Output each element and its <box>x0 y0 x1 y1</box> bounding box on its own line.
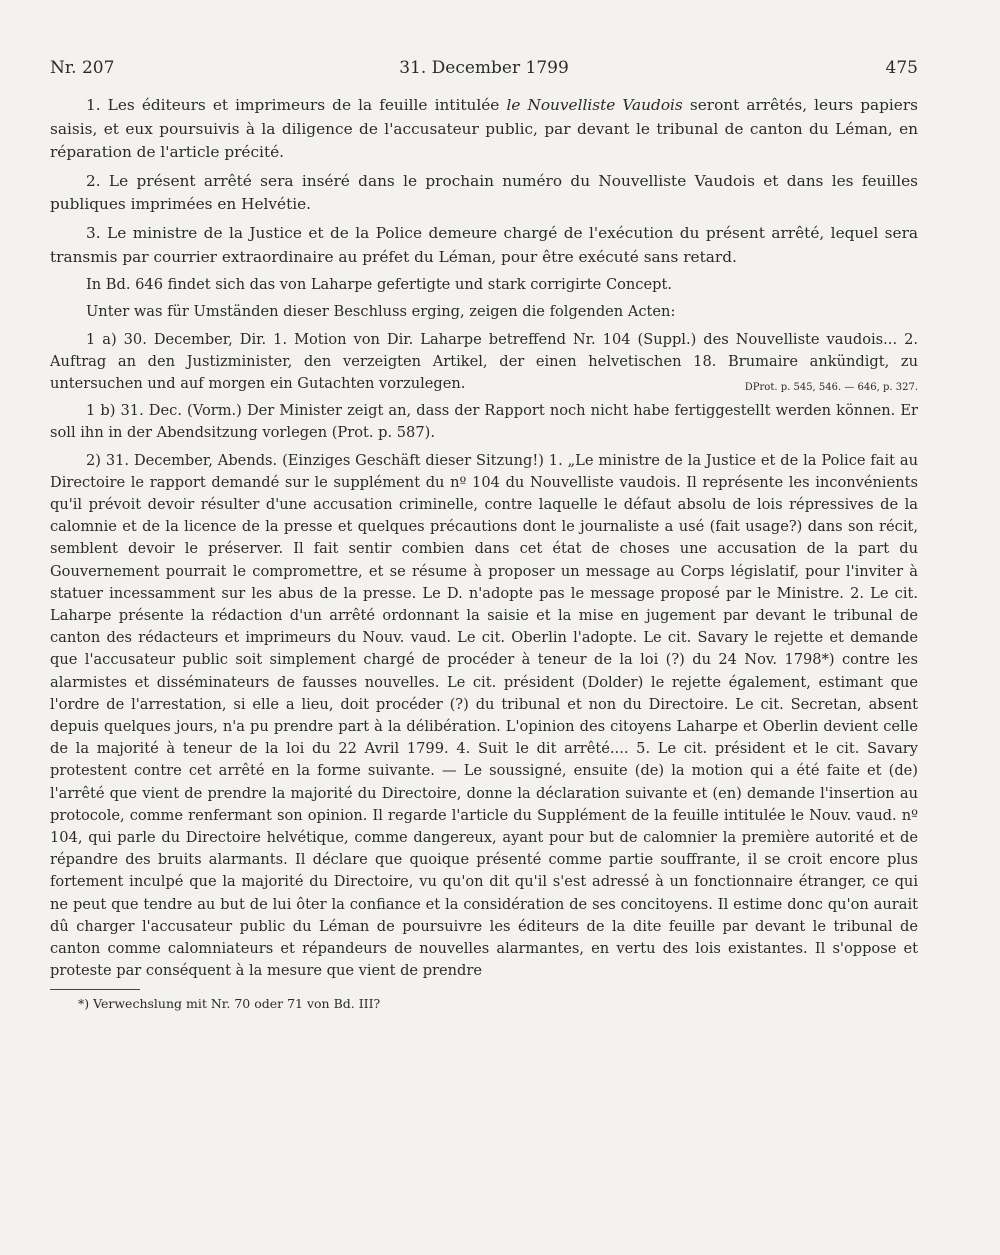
article-3: 3. Le ministre de la Justice et de la Police demeure chargé de l'exécution du présent arrêté, lequel sera transmis par courrier extraordinaire au préfet du Léman, pour être exécuté sans retard. <box>50 223 918 266</box>
entry-2: 2) 31. December, Abends. (Einziges Geschäft dieser Sitzung!) 1. „Le ministre de la Justice et de la Police fait au Directoire le rapport demandé sur le supplément du nº 104 du Nouvelliste vaudois. Il représente les inconvénients qu'il prévoit devoir résulter d'une accusation criminelle, contre laquelle le défaut absolu de lois répressives de la calomnie et de la licence de la presse et quelques précautions dont le journaliste a usé (fait usage?) dans son récit, semblent devoir le préserver. Il fait sentir combien dans cet état de choses une accusation de la part du Gouvernement pourrait le compromettre, et se résume à proposer un message au Corps législatif, pour l'inviter à statuer incessamment sur les abus de la presse. Le D. n'adopte pas le message proposé par le Ministre. 2. Le cit. Laharpe présente la rédaction d'un arrêté ordonnant la saisie et la mise en jugement par devant le tribunal de canton des rédacteurs et imprimeurs du Nouv. vaud. Le cit. Oberlin l'adopte. Le cit. Savary le rejette et demande que l'accusateur public soit simplement chargé de procéder à teneur de la loi (?) du 24 Nov. 1798*) contre les alarmistes et disséminateurs de fausses nouvelles. Le cit. président (Dolder) le rejette également, estimant que l'ordre de l'arrestation, si elle a lieu, doit procéder (?) du tribunal et non du Directoire. Le cit. Secretan, absent depuis quelques jours, n'a pu prendre part à la délibération. L'opinion des citoyens Laharpe et Oberlin devient celle de la majorité à teneur de la loi du 22 Avril 1799. 4. Suit le dit arrêté.... 5. Le cit. président et le cit. Savary protestent contre cet arrêté en la forme suivante. — Le soussigné, ensuite (de) la motion qui a été faite et (de) l'arrêté que vient de prendre la majorité du Directoire, donne la déclaration suivante et (en) demande l'insertion au protocole, comme renfermant son opinion. Il regarde l'article du Supplément de la feuille intitulée le Nouv. vaud. nº 104, qui parle du Directoire helvétique, comme dangereux, ayant pour but de calomnier la première autorité et de répandre des bruits alarmants. Il déclare que quoique présenté comme partie souffrante, il se croit encore plus fortement inculpé que la majorité du Directoire, vu qu'on dit qu'il s'est adressé à un fonctionnaire étranger, ce qui ne peut que tendre au but de lui ôter la confiance et la considération de ses concitoyens. Il estime donc qu'on aurait dû charger l'accusateur public du Léman de poursuivre les éditeurs de la dite feuille par devant le tribunal de canton comme calomniateurs et répandeurs de nouvelles alarmantes, en vertu des lois existantes. Il s'oppose et proteste par conséquent à la mesure que vient de prendre <box>50 451 918 980</box>
article-1: 1. Les éditeurs et imprimeurs de la feuille intitulée le Nouvelliste Vaudois seront arrêtés, leurs papiers saisis, et eux poursuivis à la diligence de l'accusateur public, par devant le tribunal de canton du Léman, en réparation de l'article précité. <box>50 96 919 162</box>
acts-intro: Unter was für Umständen dieser Beschluss erging, zeigen die folgenden Acten: <box>86 303 676 321</box>
newspaper-title: le Nouvelliste Vaudois <box>506 96 683 114</box>
decree-articles <box>50 94 918 269</box>
page-content <box>50 58 918 1011</box>
article-2: 2. Le présent arrêté sera inséré dans le prochain numéro du Nouvelliste Vaudois et dans les feuilles publiques imprimées en Helvétie. <box>50 171 918 214</box>
header-date: 31. December 1799 <box>399 58 569 78</box>
footnote: *) Verwechslung mit Nr. 70 oder 71 von Bd. III? <box>78 996 381 1012</box>
footnote-divider <box>50 989 140 990</box>
running-header <box>50 58 918 78</box>
page-number: 475 <box>885 58 918 78</box>
protocol-reference: DProt. p. 545, 546. — 646, p. 327. <box>744 381 918 393</box>
entry-1a: 1 a) 30. December, Dir. 1. Motion von Dir. Laharpe betreffend Nr. 104 (Suppl.) des Nouvelliste vaudois... 2. Auftrag an den Justizminister, den verzeigten Artikel, der einen helvetischen 18. Brumaire ankündigt, zu untersuchen und auf morgen ein Gutachten vorzulegen. DProt. p. 545, 546. — 646, p. 327. <box>50 329 918 396</box>
document-number: Nr. 207 <box>50 58 115 78</box>
entry-1b: 1 b) 31. Dec. (Vorm.) Der Minister zeigt an, dass der Rapport noch nicht habe fertiggestellt werden können. Er soll ihn in der Abendsitzung vorlegen (Prot. p. 587). <box>50 402 918 442</box>
concept-note: In Bd. 646 findet sich das von Laharpe gefertigte und stark corrigirte Concept. <box>86 276 672 294</box>
editorial-notes <box>50 274 918 982</box>
